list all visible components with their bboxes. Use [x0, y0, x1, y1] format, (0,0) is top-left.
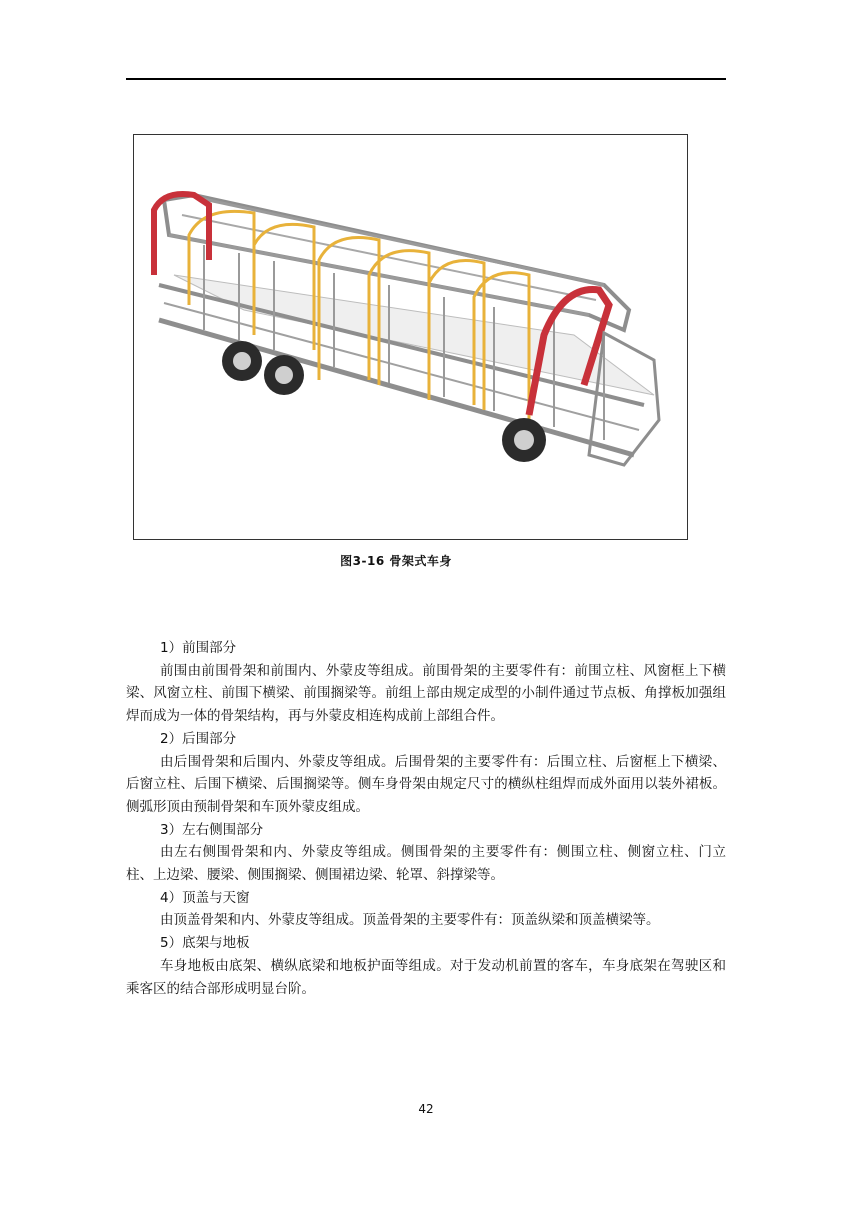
front-wheel — [502, 418, 546, 462]
section-body-5: 车身地板由底架、横纵底梁和地板护面等组成。对于发动机前置的客车，车身底架在驾驶区和乘客区的结合部形成明显台阶。 — [126, 957, 726, 997]
section-heading-5: 5）底架与地板 — [160, 935, 250, 952]
section-body-3: 由左右侧围骨架和内、外蒙皮等组成。侧围骨架的主要零件有：侧围立柱、侧窗立柱、门立柱、上边梁、腰梁、侧围搁梁、侧围裙边梁、轮罩、斜撑梁等。 — [126, 844, 726, 884]
section-body-1: 前围由前围骨架和前围内、外蒙皮等组成。前围骨架的主要零件有：前围立柱、风窗框上下横梁、风窗立柱、前围下横梁、前围搁梁等。前组上部由规定成型的小制件通过节点板、角撑板加强组焊而成为一体的骨架结构，再与外蒙皮相连构成前上部组合件。 — [126, 662, 726, 725]
section-heading-3: 3）左右侧围部分 — [160, 821, 264, 838]
bus-skeleton-frame-illustration — [134, 135, 687, 539]
section-heading-4: 4）顶盖与天窗 — [160, 889, 250, 906]
section-heading-2: 2）后围部分 — [160, 730, 237, 747]
page-number: 42 — [418, 1102, 434, 1116]
figure-image — [133, 134, 688, 540]
section-heading-1: 1）前围部分 — [160, 640, 237, 656]
section-body-4: 由顶盖骨架和内、外蒙皮等组成。顶盖骨架的主要零件有：顶盖纵梁和顶盖横梁等。 — [160, 912, 660, 929]
body-text — [126, 637, 726, 1000]
figure-caption: 图3-16 骨架式车身 — [340, 554, 452, 568]
header-rule — [126, 78, 726, 80]
section-body-2: 由后围骨架和后围内、外蒙皮等组成。后围骨架的主要零件有：后围立柱、后窗框上下横梁、后窗立柱、后围下横梁、后围搁梁等。侧车身骨架由规定尺寸的横纵柱组焊而成外面用以装外裙板。侧弧形顶由预制骨架和车顶外蒙皮组成。 — [126, 753, 726, 815]
rear-red-ring — [154, 194, 209, 275]
